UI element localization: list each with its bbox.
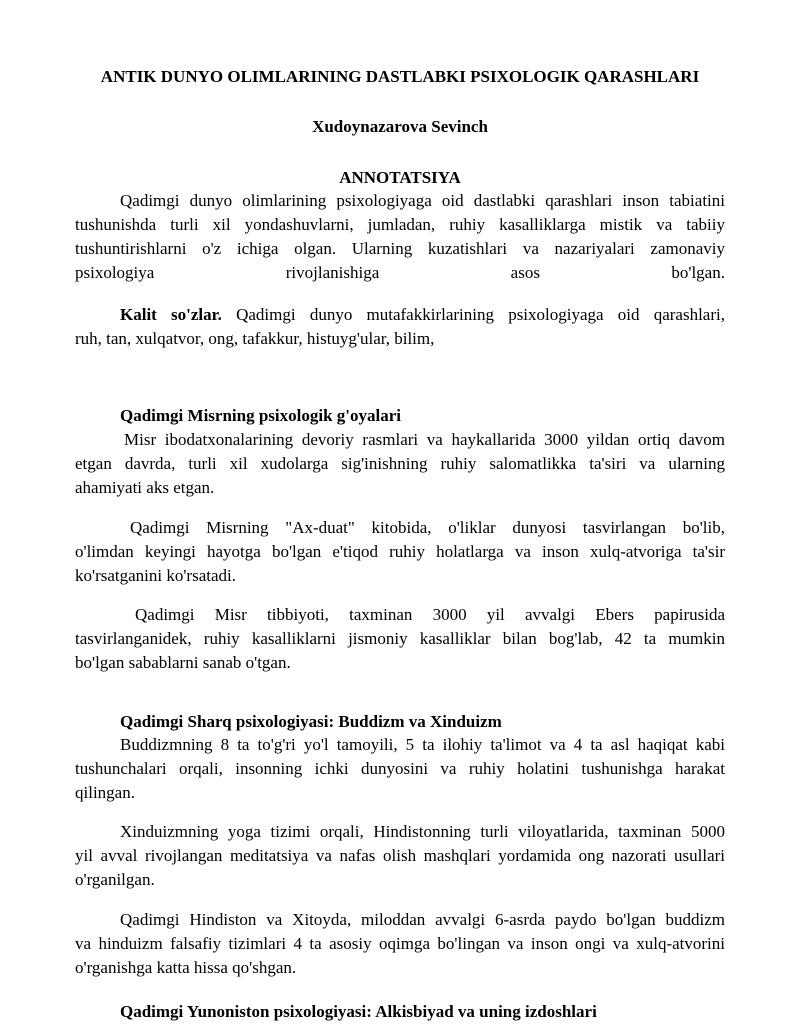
paragraph-line: Qadimgi Hindiston va Xitoyda, miloddan avvalgi 6-asrda paydo bo'lgan buddizm	[120, 910, 725, 929]
abstract-line: tushunishda turli xil yondashuvlarni, jumladan, ruhiy kasalliklarga mistik va tabiiy	[75, 215, 725, 234]
abstract-heading: ANNOTATSIYA	[339, 168, 461, 187]
section-heading-east: Qadimgi Sharq psixologiyasi: Buddizm va Xinduizm	[120, 712, 502, 731]
abstract-line: tushuntirishlarni o'z ichiga olgan. Ularning kuzatishlari va nazariyalari zamonaviy	[75, 239, 725, 258]
egypt-paragraph-2	[75, 516, 725, 588]
paragraph-line: yil avval rivojlangan meditatsiya va nafas olish mashqlari yordamida ong nazorati usullari	[75, 846, 725, 865]
keywords-text: Qadimgi dunyo mutafakkirlarining psixologiyaga oid qarashlari,	[236, 305, 725, 324]
section-heading-egypt: Qadimgi Misrning psixologik g'oyalari	[120, 406, 402, 425]
paragraph-line: Qadimgi Misr tibbiyoti, taxminan 3000 yil avvalgi Ebers papirusida	[135, 605, 725, 624]
abstract-line: Qadimgi dunyo olimlarining psixologiyaga oid dastlabki qarashlari inson tabiatini	[120, 191, 725, 210]
paragraph-line: ahamiyati aks etgan.	[75, 478, 215, 497]
abstract-paragraph	[75, 189, 725, 285]
abstract-word: rivojlanishiga	[285, 263, 380, 282]
section-heading-greece: Qadimgi Yunoniston psixologiyasi: Alkisbiyad va uning izdoshlari	[120, 1002, 597, 1021]
east-paragraph-3	[75, 908, 725, 980]
abstract-word: psixologiya	[75, 263, 155, 282]
abstract-word: asos	[510, 263, 540, 282]
paragraph-line: Qadimgi Misrning "Ax-duat" kitobida, o'liklar dunyosi tasvirlangan bo'lib,	[130, 518, 725, 537]
paragraph-line: ko'rsatganini ko'rsatadi.	[75, 566, 236, 585]
paragraph-line: qilingan.	[75, 783, 135, 802]
paragraph-line: Buddizmning 8 ta to'g'ri yo'l tamoyili, 5 ta ilohiy ta'limot va 4 ta asl haqiqat kabi	[120, 735, 725, 754]
paragraph-line: etgan davrda, turli xil xudolarga sig'inishning ruhiy salomatlikka ta'siri va ularning	[75, 454, 725, 473]
egypt-paragraph-1	[75, 428, 725, 500]
keywords-line	[75, 303, 725, 327]
document-title: ANTIK DUNYO OLIMLARINING DASTLABKI PSIXOLOGIK QARASHLARI	[100, 67, 700, 86]
egypt-paragraph-3	[75, 603, 725, 675]
paragraph-line: tasvirlanganidek, ruhiy kasalliklarni jismoniy kasalliklar bilan bog'lab, 42 ta mumkin	[75, 629, 725, 648]
keywords-line: ruh, tan, xulqatvor, ong, tafakkur, histuyg'ular, bilim,	[75, 329, 435, 348]
east-paragraph-1	[75, 733, 725, 805]
paragraph-line: tushunchalari orqali, insonning ichki dunyosini va ruhiy holatini tushunishga harakat	[75, 759, 725, 778]
author-name: Xudoynazarova Sevinch	[312, 117, 488, 136]
abstract-word: bo'lgan.	[671, 263, 725, 282]
east-paragraph-2	[75, 820, 725, 892]
paragraph-line: o'rganilgan.	[75, 870, 155, 889]
paragraph-line: o'rganishga katta hissa qo'shgan.	[75, 958, 297, 977]
paragraph-line: o'limdan keyingi hayotga bo'lgan e'tiqod ruhiy holatlarga va inson xulq-atvoriga ta'sir	[75, 542, 725, 561]
keywords-paragraph	[75, 303, 725, 351]
paragraph-line: Misr ibodatxonalarining devoriy rasmlari va haykallarida 3000 yildan ortiq davom	[124, 430, 725, 449]
paragraph-line: Xinduizmning yoga tizimi orqali, Hindistonning turli viloyatlarida, taxminan 5000	[120, 822, 725, 841]
keywords-label: Kalit so'zlar.	[120, 305, 222, 324]
paragraph-line: va hinduizm falsafiy tizimlari 4 ta asosiy oqimga bo'lingan va inson ongi va xulq-atvorini	[75, 934, 725, 953]
paragraph-line: bo'lgan sabablarni sanab o'tgan.	[75, 653, 291, 672]
abstract-line-last	[75, 261, 725, 285]
